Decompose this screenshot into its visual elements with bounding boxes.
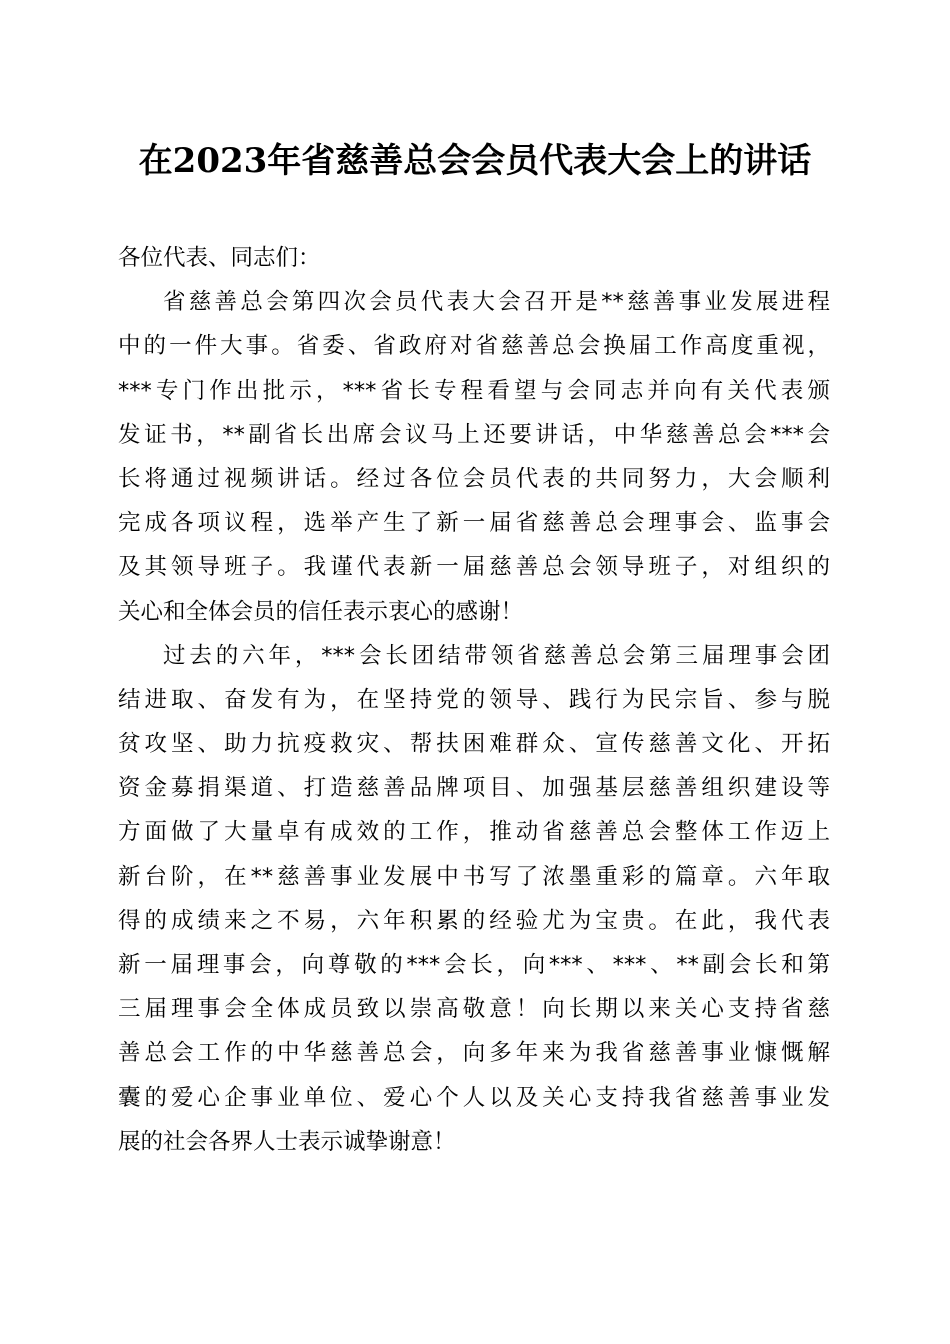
document-body [118, 236, 830, 1164]
paragraph-line: 资金募捐渠道、打造慈善品牌项目、加强基层慈善组织建设等 [118, 775, 830, 802]
paragraph-2 [118, 634, 830, 1164]
paragraph-line: 发证书，**副省长出席会议马上还要讲话，中华慈善总会***会 [118, 421, 830, 448]
paragraph-line: 新一届理事会，向尊敬的***会长，向***、***、**副会长和第 [118, 952, 830, 978]
paragraph-line: 善总会工作的中华慈善总会，向多年来为我省慈善事业慷慨解 [118, 1040, 830, 1067]
paragraph-line: 展的社会各界人士表示诚挚谢意！ [118, 1128, 456, 1155]
document-title: 在2023年省慈善总会会员代表大会上的讲话 [138, 141, 812, 181]
paragraph-line: 中的一件大事。省委、省政府对省慈善总会换届工作高度重视， [118, 333, 830, 360]
paragraph-line: 新台阶，在**慈善事业发展中书写了浓墨重彩的篇章。六年取 [118, 863, 830, 890]
paragraph-line: 完成各项议程，选举产生了新一届省慈善总会理事会、监事会 [118, 510, 830, 537]
paragraph-line: 三届理事会全体成员致以崇高敬意！向长期以来关心支持省慈 [118, 996, 830, 1023]
salutation: 各位代表、同志们： [118, 245, 321, 271]
paragraph-line: 方面做了大量卓有成效的工作，推动省慈善总会整体工作迈上 [118, 819, 830, 846]
paragraph-line: 贫攻坚、助力抗疫救灾、帮扶困难群众、宣传慈善文化、开拓 [118, 731, 830, 758]
paragraph-line: 囊的爱心企事业单位、爱心个人以及关心支持我省慈善事业发 [118, 1084, 830, 1111]
paragraph-line: 关心和全体会员的信任表示衷心的感谢！ [118, 598, 524, 625]
paragraph-line: ***专门作出批示，***省长专程看望与会同志并向有关代表颁 [118, 377, 830, 404]
paragraph-line: 长将通过视频讲话。经过各位会员代表的共同努力，大会顺利 [118, 465, 830, 492]
paragraph-line: 过去的六年，***会长团结带领省慈善总会第三届理事会团 [163, 642, 830, 669]
paragraph-1 [118, 280, 830, 634]
paragraph-line: 得的成绩来之不易，六年积累的经验尤为宝贵。在此，我代表 [118, 907, 830, 934]
paragraph-line: 结进取、奋发有为，在坚持党的领导、践行为民宗旨、参与脱 [118, 686, 830, 713]
paragraph-line: 省慈善总会第四次会员代表大会召开是**慈善事业发展进程 [163, 289, 830, 316]
paragraph-line: 及其领导班子。我谨代表新一届慈善总会领导班子，对组织的 [118, 554, 830, 581]
